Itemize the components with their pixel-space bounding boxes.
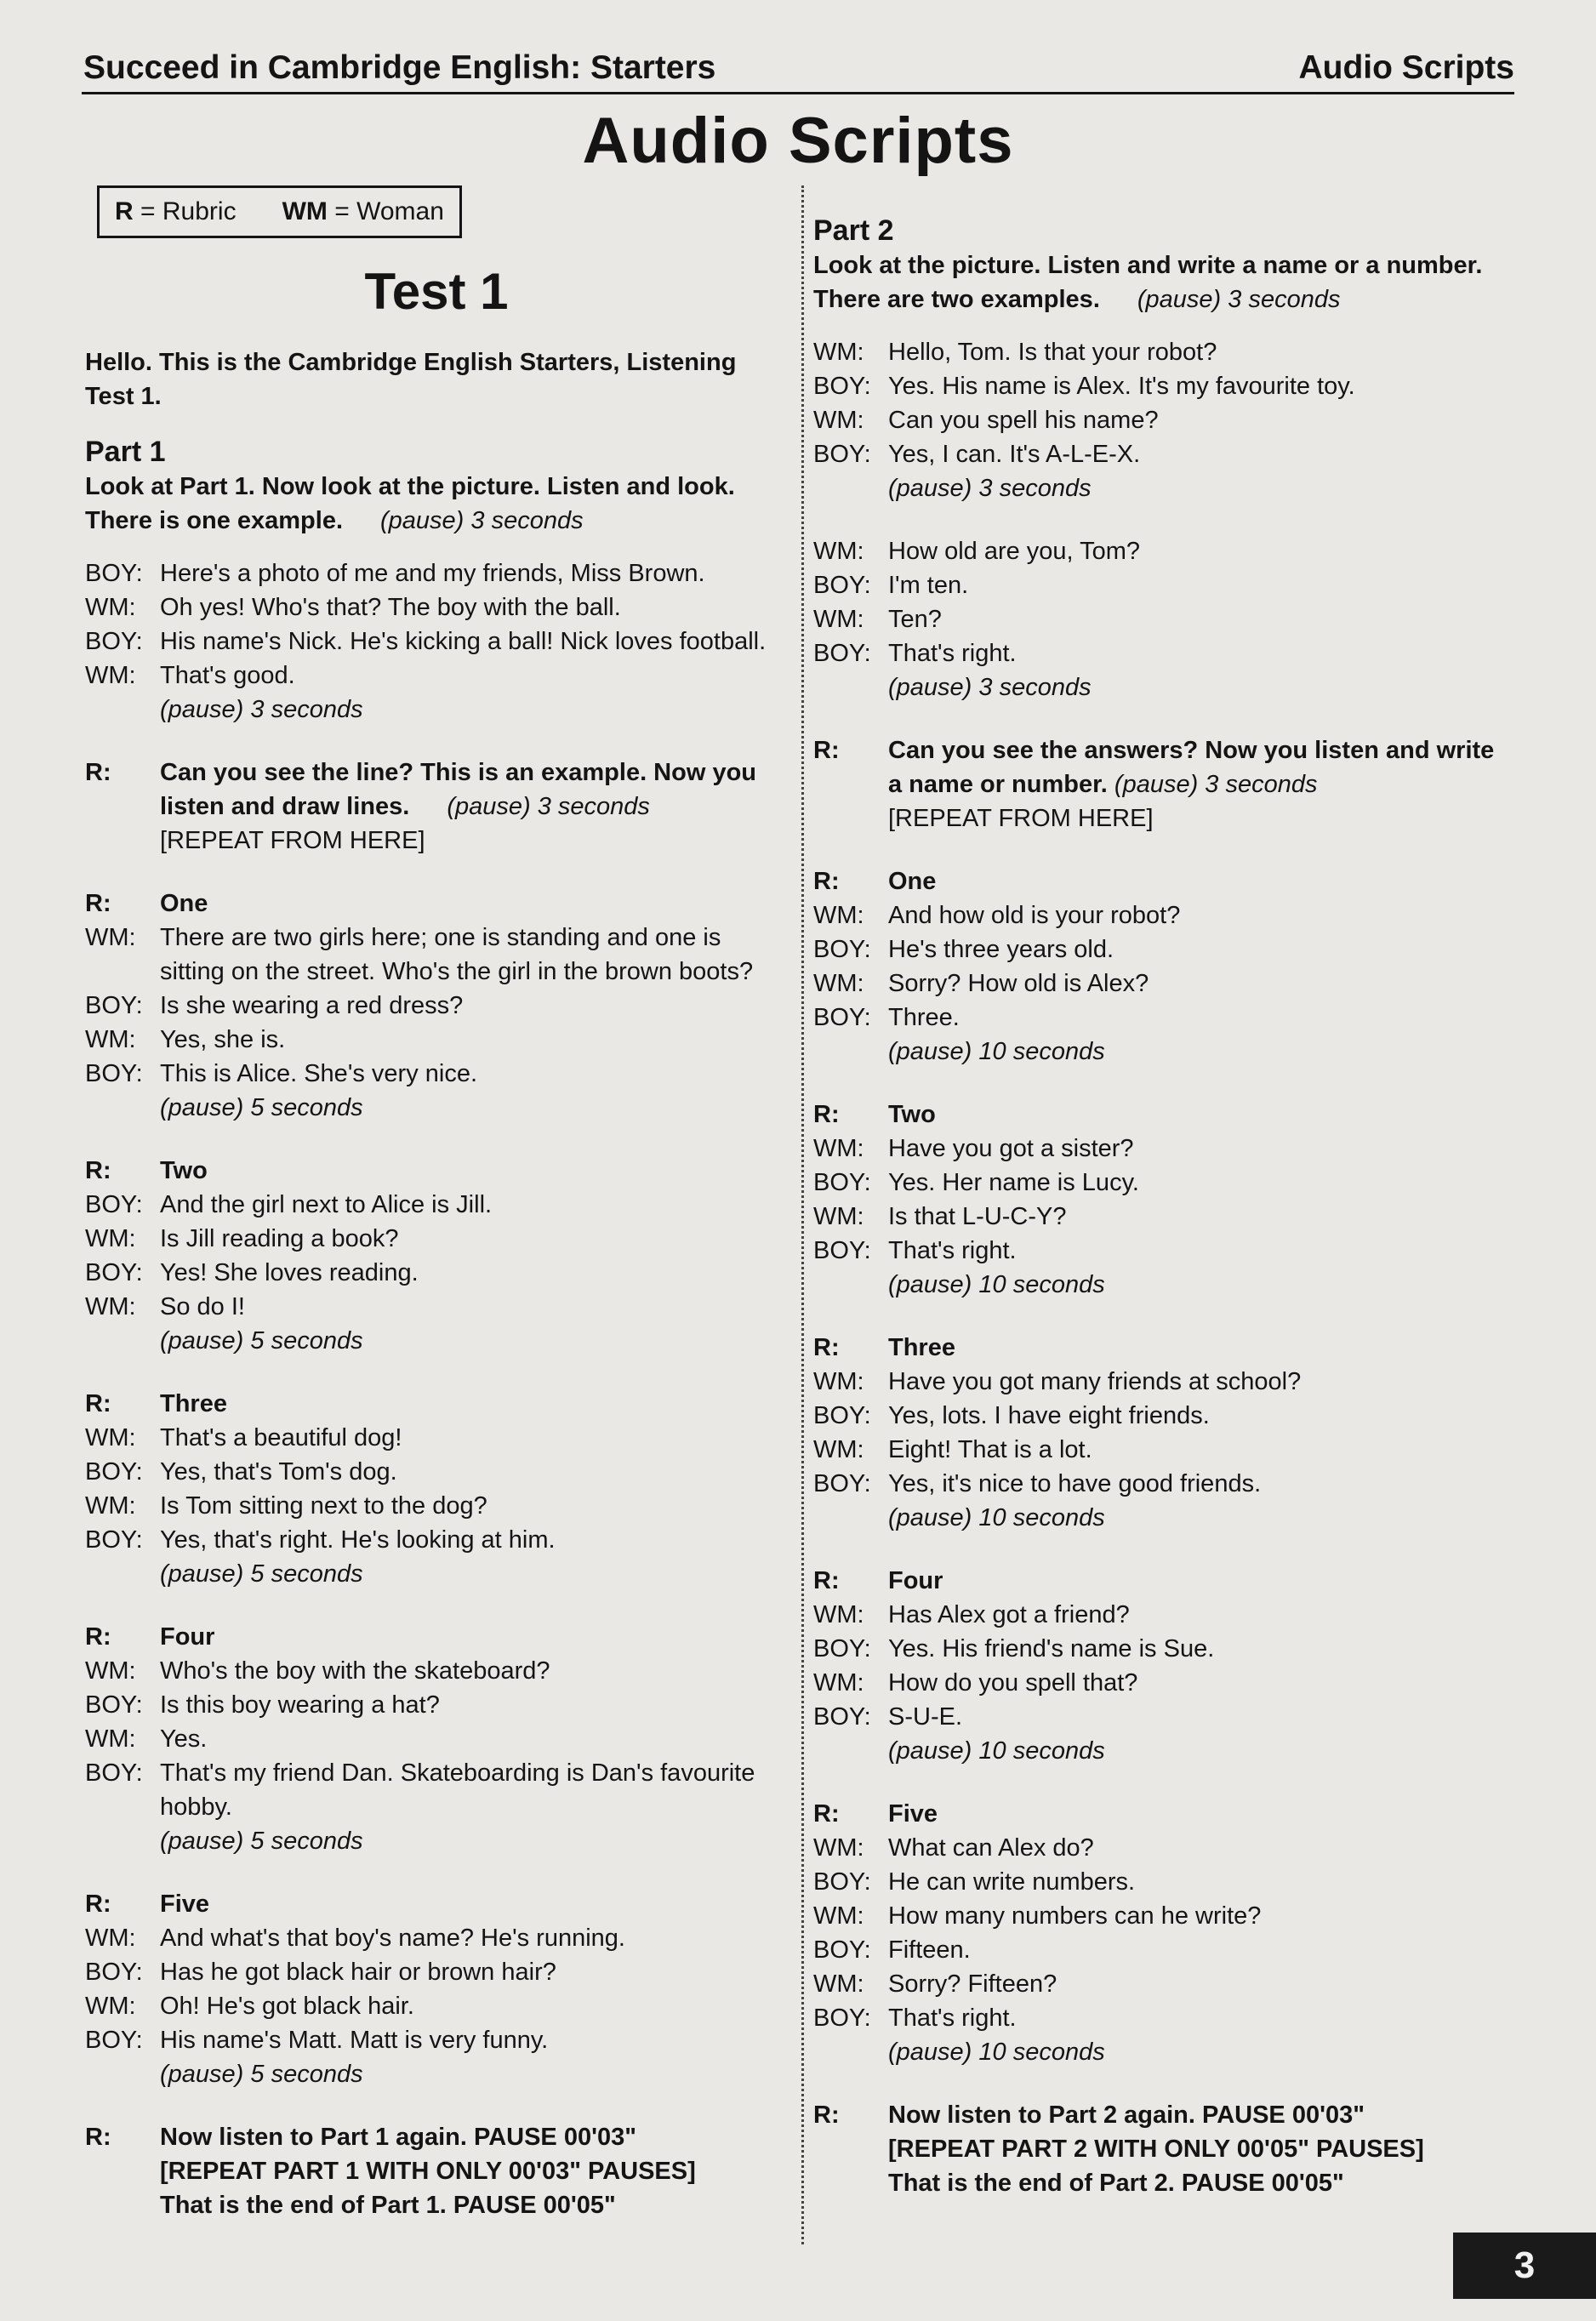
part2-question-3 bbox=[813, 1331, 1511, 1535]
part1-rubric: Look at Part 1. Now look at the picture. Listen and look. There is one example. (pause) 3 seconds bbox=[85, 473, 735, 534]
dialogue-text: Who's the boy with the skateboard? bbox=[160, 1657, 550, 1685]
dialogue-text: And what's that boy's name? He's running. bbox=[160, 1925, 625, 1952]
speaker-label: WM: bbox=[85, 924, 136, 951]
speaker-label: WM: bbox=[85, 1925, 136, 1952]
dialogue-line bbox=[813, 898, 1511, 932]
dialogue-line bbox=[813, 1399, 1511, 1433]
dialogue-text: S-U-E. bbox=[888, 1703, 962, 1731]
rubric-label: R: bbox=[813, 737, 840, 764]
dialogue-line bbox=[813, 1899, 1511, 1933]
dialogue-text: Here's a photo of me and my friends, Miss Brown. bbox=[160, 560, 705, 587]
pause-note: (pause) 10 seconds bbox=[888, 1038, 1105, 1065]
speaker-label: BOY: bbox=[85, 628, 143, 655]
dialogue-line bbox=[813, 1831, 1511, 1865]
dialogue-line bbox=[813, 636, 1511, 670]
dialogue-line bbox=[813, 1632, 1511, 1666]
pause-note: (pause) 5 seconds bbox=[160, 1828, 363, 1855]
speaker-label: WM: bbox=[813, 1368, 864, 1395]
pause-note: (pause) 3 seconds bbox=[160, 696, 363, 723]
speaker-label: WM: bbox=[813, 902, 864, 929]
part1-question-5 bbox=[85, 1887, 788, 2091]
dialogue-line bbox=[85, 1057, 788, 1091]
speaker-label: WM: bbox=[813, 1436, 864, 1463]
speaker-label: BOY: bbox=[85, 1526, 143, 1554]
right-column bbox=[813, 213, 1511, 2229]
dialogue-line bbox=[813, 403, 1511, 437]
dialogue-text: Yes. Her name is Lucy. bbox=[888, 1169, 1139, 1196]
rubric-label: R: bbox=[813, 2101, 840, 2129]
rubric-label: R: bbox=[813, 1334, 840, 1361]
speaker-label: BOY: bbox=[85, 560, 143, 587]
dialogue-text: That's my friend Dan. Skateboarding is Dan's favourite hobby. bbox=[160, 1759, 755, 1821]
dialogue-text: Yes. His name is Alex. It's my favourite toy. bbox=[888, 373, 1355, 400]
dialogue-text: That's good. bbox=[160, 662, 295, 689]
dialogue-line bbox=[813, 1865, 1511, 1899]
part2-example-1 bbox=[813, 335, 1511, 505]
pause-note: (pause) 3 seconds bbox=[888, 475, 1092, 502]
dialogue-line bbox=[813, 1700, 1511, 1734]
dialogue-text: Is that L-U-C-Y? bbox=[888, 1203, 1067, 1230]
rubric-label: R: bbox=[813, 1800, 840, 1828]
rubric-label: R: bbox=[813, 1567, 840, 1594]
part1-heading: Part 1 bbox=[85, 436, 166, 468]
speaker-label: BOY: bbox=[85, 992, 143, 1019]
speaker-label: BOY: bbox=[813, 1936, 871, 1964]
dialogue-line bbox=[85, 1654, 788, 1688]
dialogue-text: Has he got black hair or brown hair? bbox=[160, 1959, 556, 1986]
dialogue-text: Yes. bbox=[160, 1725, 208, 1753]
speaker-label: BOY: bbox=[813, 1402, 871, 1429]
question-label: Three bbox=[888, 1334, 955, 1361]
dialogue-line bbox=[813, 967, 1511, 1001]
dialogue-text: That's right. bbox=[888, 1237, 1017, 1264]
part2-question-2 bbox=[813, 1098, 1511, 1302]
dialogue-line bbox=[85, 1955, 788, 1989]
dialogue-text: Has Alex got a friend? bbox=[888, 1601, 1130, 1628]
pause-note: (pause) 3 seconds bbox=[1114, 771, 1318, 798]
dialogue-text: How do you spell that? bbox=[888, 1669, 1138, 1697]
dialogue-line bbox=[85, 1023, 788, 1057]
dialogue-line bbox=[813, 1132, 1511, 1166]
rubric-label: R: bbox=[813, 868, 840, 895]
ending-line: That is the end of Part 2. PAUSE 00'05" bbox=[888, 2170, 1344, 2197]
pause-note: (pause) 5 seconds bbox=[160, 1560, 363, 1588]
dialogue-line bbox=[85, 1722, 788, 1756]
speaker-label: BOY: bbox=[813, 1703, 871, 1731]
dialogue-text: I'm ten. bbox=[888, 572, 969, 599]
dialogue-text: Eight! That is a lot. bbox=[888, 1436, 1092, 1463]
dialogue-line bbox=[813, 2001, 1511, 2035]
ending-line: [REPEAT PART 1 WITH ONLY 00'03" PAUSES] bbox=[160, 2158, 696, 2185]
dialogue-text: Have you got many friends at school? bbox=[888, 1368, 1302, 1395]
speaker-label: WM: bbox=[813, 1970, 864, 1998]
legend-wm-key: WM bbox=[282, 197, 328, 225]
dialogue-line bbox=[813, 1967, 1511, 2001]
intro-text: Hello. This is the Cambridge English Starters, Listening Test 1. bbox=[85, 349, 737, 410]
dialogue-line bbox=[813, 1433, 1511, 1467]
speaker-label: WM: bbox=[85, 1993, 136, 2020]
pause-note: (pause) 10 seconds bbox=[888, 1504, 1105, 1531]
section-title: Audio Scripts bbox=[1298, 49, 1514, 86]
dialogue-line bbox=[813, 1933, 1511, 1967]
speaker-label: BOY: bbox=[813, 2004, 871, 2032]
speaker-label: WM: bbox=[813, 1669, 864, 1697]
dialogue-text: This is Alice. She's very nice. bbox=[160, 1060, 478, 1087]
legend-r-value: Rubric bbox=[162, 197, 237, 225]
part1-instruction: R: Can you see the line? This is an example. Now you listen and draw lines. (pause) 3 seconds [REPEAT FROM HERE] bbox=[85, 756, 788, 858]
dialogue-text: Sorry? How old is Alex? bbox=[888, 970, 1149, 997]
part2-question-4 bbox=[813, 1564, 1511, 1768]
speaker-label: BOY: bbox=[813, 1004, 871, 1031]
book-title: Succeed in Cambridge English: Starters bbox=[83, 49, 716, 86]
dialogue-text: He's three years old. bbox=[888, 936, 1114, 963]
speaker-label: BOY: bbox=[813, 640, 871, 667]
question-label: Five bbox=[888, 1800, 938, 1828]
rubric-label: R: bbox=[85, 1890, 111, 1918]
dialogue-line bbox=[813, 1666, 1511, 1700]
dialogue-text: How old are you, Tom? bbox=[888, 538, 1141, 565]
dialogue-line bbox=[813, 437, 1511, 471]
speaker-label: WM: bbox=[85, 662, 136, 689]
dialogue-line bbox=[85, 1989, 788, 2023]
pause-note: (pause) 3 seconds bbox=[888, 674, 1092, 701]
rubric-label: R: bbox=[85, 890, 111, 917]
dialogue-text: Yes, lots. I have eight friends. bbox=[888, 1402, 1210, 1429]
dialogue-line bbox=[85, 1290, 788, 1324]
dialogue-line bbox=[813, 1234, 1511, 1268]
rubric-label: R: bbox=[85, 759, 111, 786]
speaker-label: WM: bbox=[85, 1424, 136, 1451]
dialogue-text: Fifteen. bbox=[888, 1936, 971, 1964]
dialogue-text: Is she wearing a red dress? bbox=[160, 992, 464, 1019]
dialogue-line bbox=[85, 1921, 788, 1955]
speaker-label: WM: bbox=[813, 1902, 864, 1930]
speaker-label: BOY: bbox=[813, 1470, 871, 1497]
dialogue-line bbox=[85, 989, 788, 1023]
dialogue-line bbox=[813, 1598, 1511, 1632]
part2-ending bbox=[813, 2098, 1511, 2200]
speaker-label: WM: bbox=[85, 1225, 136, 1252]
speaker-label: BOY: bbox=[85, 2027, 143, 2054]
pause-note: (pause) 10 seconds bbox=[888, 1737, 1105, 1765]
speaker-label: WM: bbox=[813, 538, 864, 565]
pause-note: (pause) 10 seconds bbox=[888, 1271, 1105, 1298]
dialogue-text: Oh! He's got black hair. bbox=[160, 1993, 414, 2020]
dialogue-line bbox=[85, 659, 788, 693]
page-title: Audio Scripts bbox=[582, 105, 1014, 177]
speaker-label: WM: bbox=[813, 339, 864, 366]
dialogue-text: He can write numbers. bbox=[888, 1868, 1136, 1896]
speaker-label: BOY: bbox=[85, 1759, 143, 1787]
speaker-label: BOY: bbox=[85, 1691, 143, 1719]
dialogue-text: Yes! She loves reading. bbox=[160, 1259, 419, 1286]
dialogue-line bbox=[85, 1256, 788, 1290]
speaker-label: WM: bbox=[813, 1601, 864, 1628]
dialogue-text: And the girl next to Alice is Jill. bbox=[160, 1191, 493, 1218]
legend-wm-value: Woman bbox=[356, 197, 444, 225]
rubric-label: R: bbox=[85, 1623, 111, 1651]
dialogue-text: Hello, Tom. Is that your robot? bbox=[888, 339, 1217, 366]
repeat-note: [REPEAT FROM HERE] bbox=[160, 827, 425, 854]
dialogue-text: That's a beautiful dog! bbox=[160, 1424, 402, 1451]
speaker-label: BOY: bbox=[813, 1635, 871, 1662]
pause-note: (pause) 5 seconds bbox=[160, 1327, 363, 1354]
pause-note: (pause) 3 seconds bbox=[1137, 286, 1341, 313]
dialogue-line bbox=[85, 1523, 788, 1557]
dialogue-text: How many numbers can he write? bbox=[888, 1902, 1262, 1930]
speaker-label: BOY: bbox=[85, 1191, 143, 1218]
repeat-note: [REPEAT FROM HERE] bbox=[888, 805, 1154, 832]
legend-box: R = Rubric WM = Woman bbox=[97, 185, 462, 238]
speaker-label: WM: bbox=[813, 970, 864, 997]
part2-example-2 bbox=[813, 534, 1511, 704]
ending-line: Now listen to Part 2 again. PAUSE 00'03" bbox=[888, 2101, 1365, 2129]
dialogue-text: Is Tom sitting next to the dog? bbox=[160, 1492, 487, 1520]
dialogue-line bbox=[813, 932, 1511, 967]
speaker-label: WM: bbox=[813, 1834, 864, 1862]
speaker-label: WM: bbox=[85, 1492, 136, 1520]
question-label: Two bbox=[888, 1101, 936, 1128]
question-label: Three bbox=[160, 1390, 227, 1417]
ending-line: That is the end of Part 1. PAUSE 00'05" bbox=[160, 2192, 616, 2219]
part2-question-5 bbox=[813, 1797, 1511, 2069]
ending-line: Now listen to Part 1 again. PAUSE 00'03" bbox=[160, 2124, 636, 2151]
dialogue-line bbox=[85, 1455, 788, 1489]
dialogue-text: Is Jill reading a book? bbox=[160, 1225, 399, 1252]
dialogue-text: Is this boy wearing a hat? bbox=[160, 1691, 440, 1719]
dialogue-line bbox=[85, 2023, 788, 2057]
speaker-label: WM: bbox=[813, 407, 864, 434]
speaker-label: WM: bbox=[85, 1293, 136, 1320]
left-column bbox=[85, 185, 788, 2251]
dialogue-text: His name's Nick. He's kicking a ball! Nick loves football. bbox=[160, 628, 767, 655]
dialogue-text: Yes, it's nice to have good friends. bbox=[888, 1470, 1262, 1497]
dialogue-text: Yes, that's Tom's dog. bbox=[160, 1458, 397, 1486]
speaker-label: WM: bbox=[813, 606, 864, 633]
dialogue-line bbox=[813, 1467, 1511, 1501]
dialogue-text: His name's Matt. Matt is very funny. bbox=[160, 2027, 549, 2054]
question-label: Two bbox=[160, 1157, 208, 1184]
dialogue-line bbox=[813, 534, 1511, 568]
speaker-label: BOY: bbox=[85, 1259, 143, 1286]
speaker-label: WM: bbox=[85, 1725, 136, 1753]
dialogue-text: What can Alex do? bbox=[888, 1834, 1094, 1862]
dialogue-line bbox=[813, 1365, 1511, 1399]
speaker-label: WM: bbox=[85, 1657, 136, 1685]
dialogue-text: That's right. bbox=[888, 640, 1017, 667]
header-rule bbox=[82, 92, 1514, 94]
legend-r-key: R bbox=[115, 197, 134, 225]
dialogue-line bbox=[85, 1489, 788, 1523]
rubric-label: R: bbox=[85, 1390, 111, 1417]
rubric-label: R: bbox=[813, 1101, 840, 1128]
dialogue-line bbox=[813, 1166, 1511, 1200]
dialogue-line bbox=[813, 1200, 1511, 1234]
rubric-label: R: bbox=[85, 1157, 111, 1184]
dialogue-line bbox=[813, 568, 1511, 602]
dialogue-line bbox=[85, 590, 788, 624]
part1-example bbox=[85, 556, 788, 727]
part1-question-2 bbox=[85, 1154, 788, 1358]
pause-note: (pause) 3 seconds bbox=[447, 793, 650, 820]
dialogue-text: Ten? bbox=[888, 606, 942, 633]
part1-question-3 bbox=[85, 1387, 788, 1591]
question-label: Five bbox=[160, 1890, 210, 1918]
dialogue-text: There are two girls here; one is standing and one is sitting on the street. Who's the girl in the brown boots? bbox=[160, 924, 754, 985]
dialogue-text: Sorry? Fifteen? bbox=[888, 1970, 1057, 1998]
rubric-label: R: bbox=[85, 2124, 111, 2151]
dialogue-text: And how old is your robot? bbox=[888, 902, 1181, 929]
part1-ending bbox=[85, 2120, 788, 2222]
speaker-label: BOY: bbox=[813, 1237, 871, 1264]
dialogue-text: Yes, she is. bbox=[160, 1026, 286, 1053]
dialogue-text: That's right. bbox=[888, 2004, 1017, 2032]
dialogue-line bbox=[85, 1756, 788, 1824]
ending-line: [REPEAT PART 2 WITH ONLY 00'05" PAUSES] bbox=[888, 2136, 1424, 2163]
speaker-label: BOY: bbox=[813, 572, 871, 599]
dialogue-text: Yes. His friend's name is Sue. bbox=[888, 1635, 1215, 1662]
question-label: One bbox=[888, 868, 937, 895]
dialogue-line bbox=[85, 624, 788, 659]
part2-heading: Part 2 bbox=[813, 214, 894, 247]
dialogue-line bbox=[85, 1188, 788, 1222]
page-number: 3 bbox=[1453, 2233, 1596, 2299]
speaker-label: BOY: bbox=[813, 1868, 871, 1896]
dialogue-text: Oh yes! Who's that? The boy with the ball. bbox=[160, 594, 621, 621]
part1-question-1 bbox=[85, 887, 788, 1125]
dialogue-line bbox=[85, 1688, 788, 1722]
pause-note: (pause) 5 seconds bbox=[160, 2061, 363, 2088]
speaker-label: BOY: bbox=[85, 1458, 143, 1486]
question-label: Four bbox=[160, 1623, 215, 1651]
question-label: One bbox=[160, 890, 208, 917]
dialogue-text: Three. bbox=[888, 1004, 960, 1031]
dialogue-text: Yes, I can. It's A-L-E-X. bbox=[888, 441, 1141, 468]
pause-note: (pause) 5 seconds bbox=[160, 1094, 363, 1121]
pause-note: (pause) 3 seconds bbox=[380, 507, 584, 534]
pause-note: (pause) 10 seconds bbox=[888, 2039, 1105, 2066]
dialogue-line bbox=[813, 335, 1511, 369]
column-divider bbox=[801, 185, 804, 2244]
dialogue-line bbox=[813, 1001, 1511, 1035]
speaker-label: BOY: bbox=[85, 1060, 143, 1087]
question-label: Four bbox=[888, 1567, 943, 1594]
speaker-label: WM: bbox=[813, 1203, 864, 1230]
dialogue-text: Yes, that's right. He's looking at him. bbox=[160, 1526, 556, 1554]
dialogue-line bbox=[813, 369, 1511, 403]
part2-rubric: Look at the picture. Listen and write a name or a number. There are two examples. (pause) 3 seconds bbox=[813, 252, 1483, 313]
speaker-label: BOY: bbox=[813, 441, 871, 468]
speaker-label: WM: bbox=[85, 1026, 136, 1053]
dialogue-text: Have you got a sister? bbox=[888, 1135, 1134, 1162]
test-title: Test 1 bbox=[364, 263, 509, 320]
speaker-label: BOY: bbox=[85, 1959, 143, 1986]
dialogue-line bbox=[85, 556, 788, 590]
dialogue-line bbox=[85, 921, 788, 989]
speaker-label: WM: bbox=[813, 1135, 864, 1162]
dialogue-text: Can you spell his name? bbox=[888, 407, 1159, 434]
speaker-label: BOY: bbox=[813, 1169, 871, 1196]
dialogue-line bbox=[85, 1421, 788, 1455]
part1-question-4 bbox=[85, 1620, 788, 1858]
speaker-label: BOY: bbox=[813, 373, 871, 400]
dialogue-line bbox=[85, 1222, 788, 1256]
dialogue-line bbox=[813, 602, 1511, 636]
speaker-label: BOY: bbox=[813, 936, 871, 963]
part2-instruction: R: Can you see the answers? Now you listen and write a name or number. (pause) 3 seconds [REPEAT FROM HERE] bbox=[813, 733, 1511, 835]
part2-question-1 bbox=[813, 864, 1511, 1069]
dialogue-text: So do I! bbox=[160, 1293, 245, 1320]
speaker-label: WM: bbox=[85, 594, 136, 621]
